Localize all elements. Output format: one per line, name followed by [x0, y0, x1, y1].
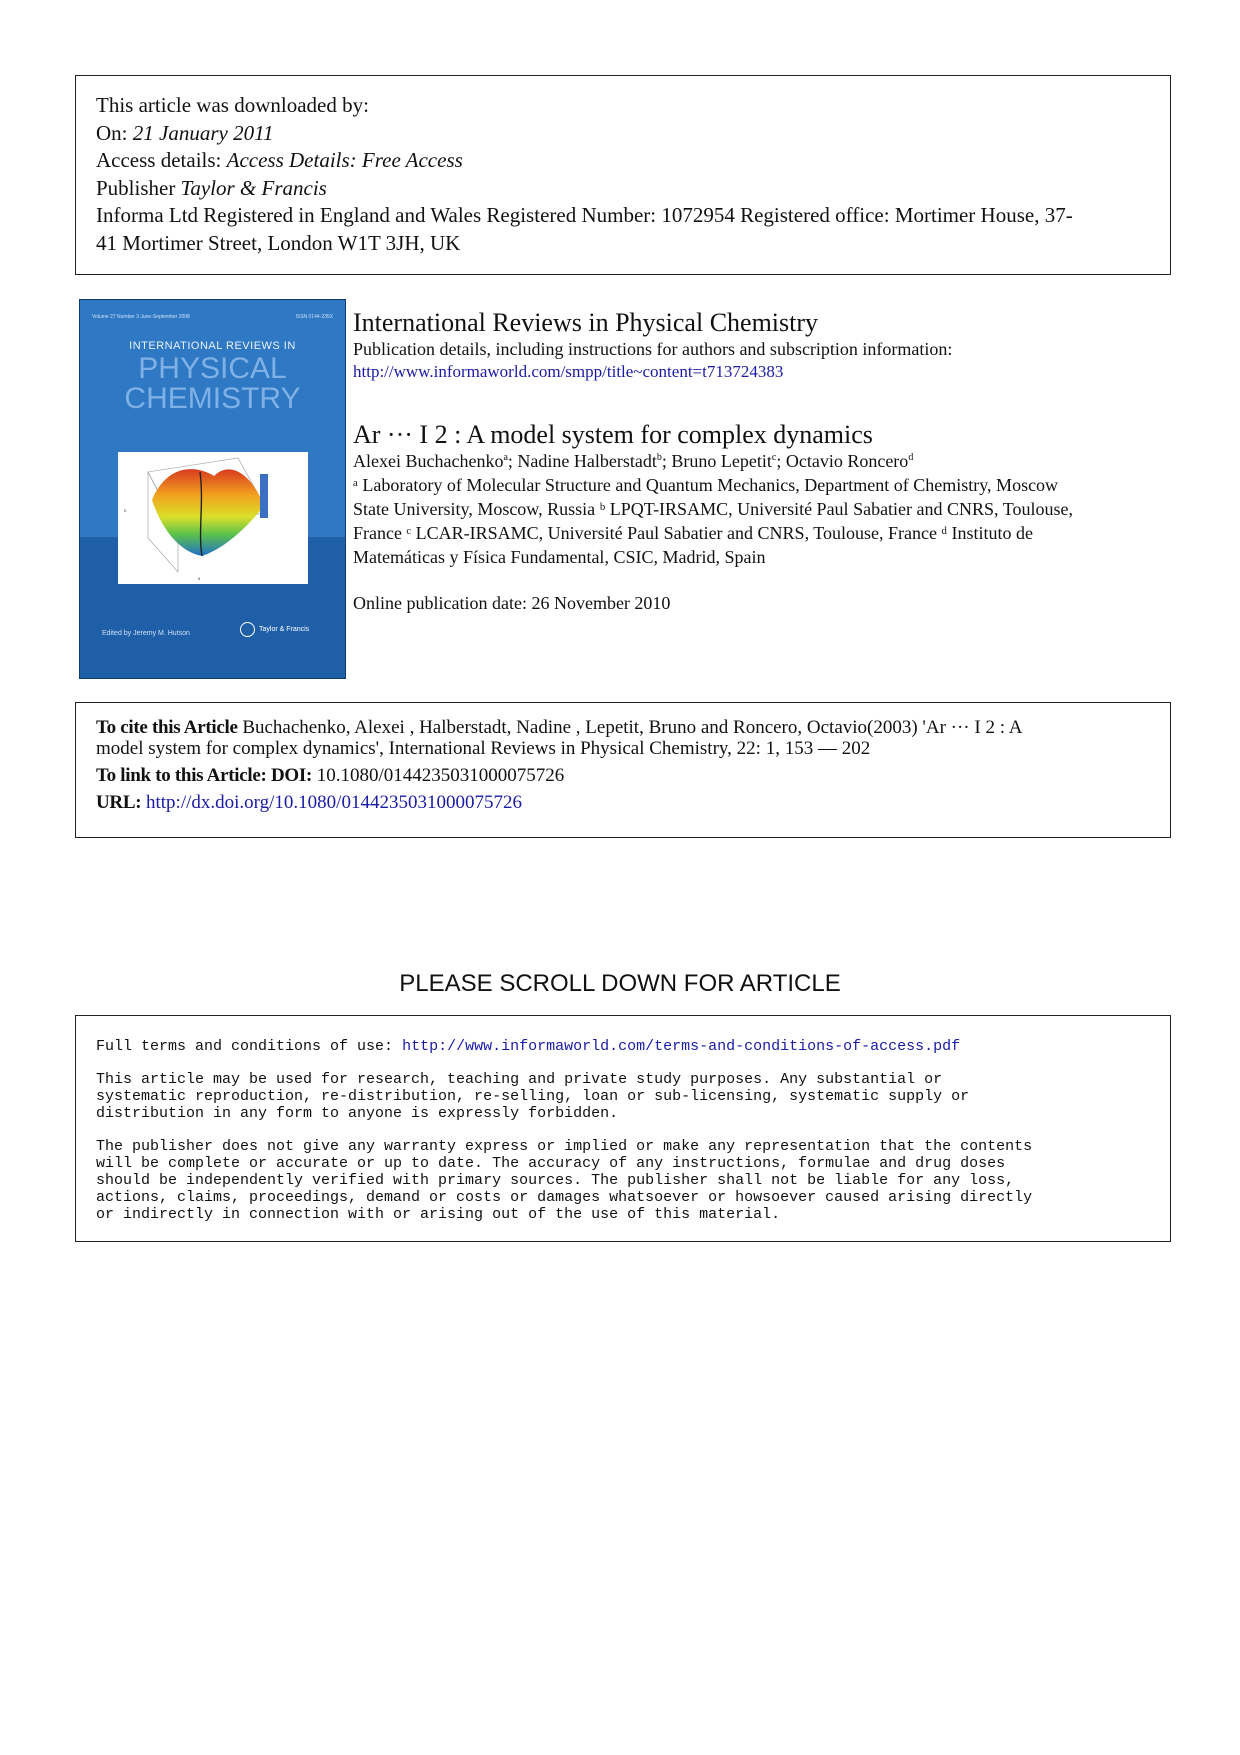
author-affiliation-mark: c — [771, 452, 777, 463]
author-separator: ; — [776, 451, 786, 471]
affiliation-line: France ᶜ LCAR-IRSAMC, Université Paul Sabatier and CNRS, Toulouse, France ᵈ Instituto de — [353, 523, 1034, 543]
on-label: On: — [96, 120, 133, 145]
access-details-line — [96, 147, 1150, 175]
publisher-value: Taylor & Francis — [180, 175, 327, 200]
svg-text:E: E — [124, 508, 127, 513]
doi-label: To link to this Article: DOI: — [96, 765, 312, 786]
cover-issn-text: ISSN 0144-235X — [295, 314, 333, 320]
author-name: Alexei Buchachenko — [353, 451, 504, 471]
terms-paragraph-2 — [96, 1138, 1150, 1223]
online-publication-date: Online publication date: 26 November 2010 — [353, 593, 671, 613]
cover-title-line-2: CHEMISTRY — [124, 382, 301, 415]
doi-row — [96, 765, 1150, 786]
registered-line-1: Informa Ltd Registered in England and Wales Registered Number: 1072954 Registered office: Mortimer House, 37- — [96, 203, 1073, 227]
download-date-line — [96, 120, 1150, 148]
terms-line: distribution in any form to anyone is expressly forbidden. — [96, 1105, 619, 1122]
publication-details: Publication details, including instructions for authors and subscription information: — [353, 339, 953, 359]
affiliations — [353, 473, 1173, 569]
citation-line-2: model system for complex dynamics', International Reviews in Physical Chemistry, 22: 1, 153 — 202 — [96, 738, 871, 759]
terms-line: This article may be used for research, teaching and private study purposes. Any substantial or — [96, 1071, 943, 1088]
cover-title-big — [80, 354, 345, 414]
terms-paragraph-1 — [96, 1071, 1150, 1122]
article-title: Ar ··· I 2 : A model system for complex dynamics — [353, 420, 873, 449]
cover-surface-plot — [118, 452, 308, 584]
cover-title-small: INTERNATIONAL REVIEWS IN — [129, 340, 296, 352]
terms-box — [75, 1015, 1171, 1242]
taylor-francis-logo-text: Taylor & Francis — [259, 626, 310, 633]
terms-line: actions, claims, proceedings, demand or costs or damages whatsoever or howsoever caused arising directly — [96, 1189, 1033, 1206]
terms-line: will be complete or accurate or up to date. The accuracy of any instructions, formulae and drug doses — [96, 1155, 1006, 1172]
author-name: Bruno Lepetit — [671, 451, 772, 471]
url-row — [96, 792, 1150, 813]
author-affiliation-mark: d — [908, 452, 914, 463]
downloaded-by-line: This article was downloaded by: — [96, 93, 369, 117]
doi-url-link[interactable]: http://dx.doi.org/10.1080/0144235031000075726 — [141, 792, 522, 813]
cover-meta-line — [92, 314, 333, 320]
author-affiliation-mark: b — [656, 452, 662, 463]
author-list — [353, 450, 1173, 473]
terms-full-label: Full terms and conditions of use: — [96, 1038, 403, 1055]
citation-box — [75, 702, 1171, 838]
access-label: Access details: — [96, 148, 227, 172]
terms-line: The publisher does not give any warranty express or implied or make any representation that the contents — [96, 1138, 1033, 1155]
author-name: Nadine Halberstadt — [517, 451, 657, 471]
terms-line: or indirectly in connection with or arising out of the use of this material. — [96, 1206, 781, 1223]
registered-line-2: 41 Mortimer Street, London W1T 3JH, UK — [96, 230, 461, 255]
cover-volume-text: Volume 27 Number 3 June-September 2008 — [92, 314, 190, 320]
download-date: 21 January 2011 — [132, 120, 274, 145]
taylor-francis-logo — [240, 622, 309, 637]
journal-cover-image — [79, 299, 346, 679]
cover-editor: Edited by Jeremy M. Hutson — [102, 630, 190, 637]
download-info-box — [75, 75, 1171, 275]
journal-url-link[interactable]: http://www.informaworld.com/smpp/title~content=t713724383 — [353, 362, 784, 381]
author-affiliation-mark: a — [503, 452, 508, 463]
cite-label: To cite this Article — [96, 717, 238, 738]
doi-value: 10.1080/0144235031000075726 — [311, 765, 565, 786]
scroll-down-notice: PLEASE SCROLL DOWN FOR ARTICLE — [399, 970, 841, 997]
author-separator: ; — [507, 451, 518, 471]
surface-plot-graphic — [118, 452, 308, 584]
terms-line: systematic reproduction, re-distribution, re-selling, loan or sub-licensing, systematic supply or — [96, 1088, 970, 1105]
journal-info — [353, 308, 1173, 384]
terms-full-line — [96, 1038, 1150, 1055]
publisher-line — [96, 175, 1150, 203]
terms-line: should be independently verified with primary sources. The publisher shall not be liable for any loss, — [96, 1172, 1015, 1189]
journal-title: International Reviews in Physical Chemistry — [353, 308, 819, 337]
cover-title-line-1: PHYSICAL — [138, 352, 287, 385]
affiliation-line: Matemáticas y Física Fundamental, CSIC, Madrid, Spain — [353, 547, 766, 567]
publisher-label: Publisher — [96, 175, 181, 200]
svg-text:θ: θ — [198, 576, 201, 581]
article-info — [353, 420, 1173, 569]
author-separator: ; — [661, 451, 672, 471]
taylor-francis-logo-icon — [240, 622, 255, 637]
terms-url-link[interactable]: http://www.informaworld.com/terms-and-conditions-of-access.pdf — [402, 1038, 961, 1055]
citation-line-1: Buchachenko, Alexei , Halberstadt, Nadine , Lepetit, Bruno and Roncero, Octavio(2003) 'Ar ··· I 2 : A — [237, 717, 1023, 738]
url-label: URL: — [96, 792, 142, 813]
affiliation-line: ᵃ Laboratory of Molecular Structure and Quantum Mechanics, Department of Chemistry, Moscow — [353, 475, 1059, 495]
author-name: Octavio Roncero — [785, 451, 909, 471]
access-value: Access Details: Free Access — [226, 148, 463, 172]
citation-text — [96, 717, 1150, 759]
affiliation-line: State University, Moscow, Russia ᵇ LPQT-IRSAMC, Université Paul Sabatier and CNRS, Toulouse, — [353, 499, 1073, 519]
